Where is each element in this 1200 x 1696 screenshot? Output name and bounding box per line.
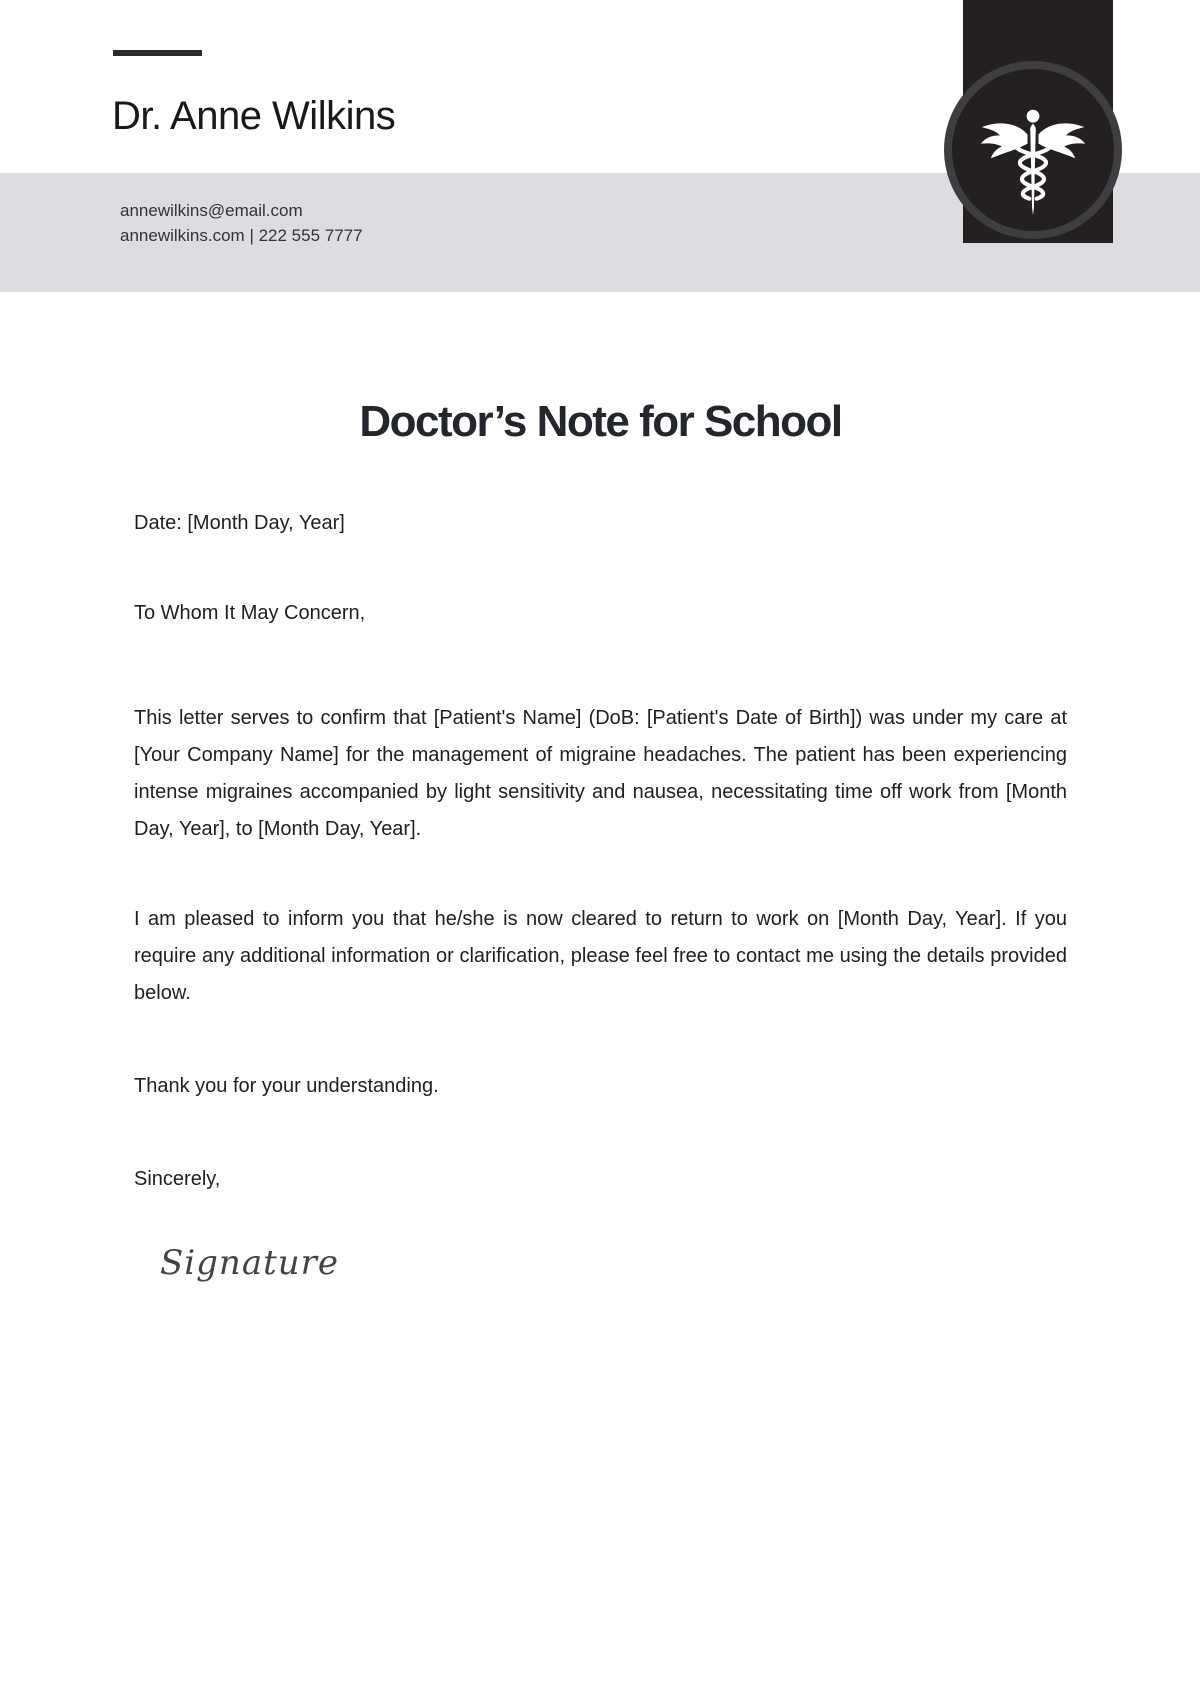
- body-paragraph-2: I am pleased to inform you that he/she is now cleared to return to work on [Month Day, Year]. If you require any additional information or clarification, please feel free to contact me using the details provided below.: [134, 908, 1067, 1004]
- doctor-name: Dr. Anne Wilkins: [112, 94, 396, 138]
- body-paragraph-1: This letter serves to confirm that [Patient's Name] (DoB: [Patient's Date of Birth]) was under my care at [Your Company Name] for the management of migraine headaches. The patient has been experiencing intense migraines accompanied by light sensitivity and nausea, necessitating time off work from [Month Day, Year], to [Month Day, Year].: [134, 707, 1067, 840]
- salutation: To Whom It May Concern,: [134, 602, 366, 624]
- medical-badge: [944, 61, 1122, 239]
- letter-title: Doctor’s Note for School: [359, 397, 842, 446]
- contact-email: annewilkins@email.com: [120, 201, 303, 220]
- contact-website-phone: annewilkins.com | 222 555 7777: [120, 226, 363, 245]
- sign-off: Sincerely,: [134, 1168, 221, 1190]
- signature-script: Signature: [160, 1243, 340, 1283]
- closing-thanks: Thank you for your understanding.: [134, 1075, 439, 1097]
- contact-block: [120, 198, 363, 248]
- accent-line: [113, 50, 202, 56]
- date-line: Date: [Month Day, Year]: [134, 512, 345, 534]
